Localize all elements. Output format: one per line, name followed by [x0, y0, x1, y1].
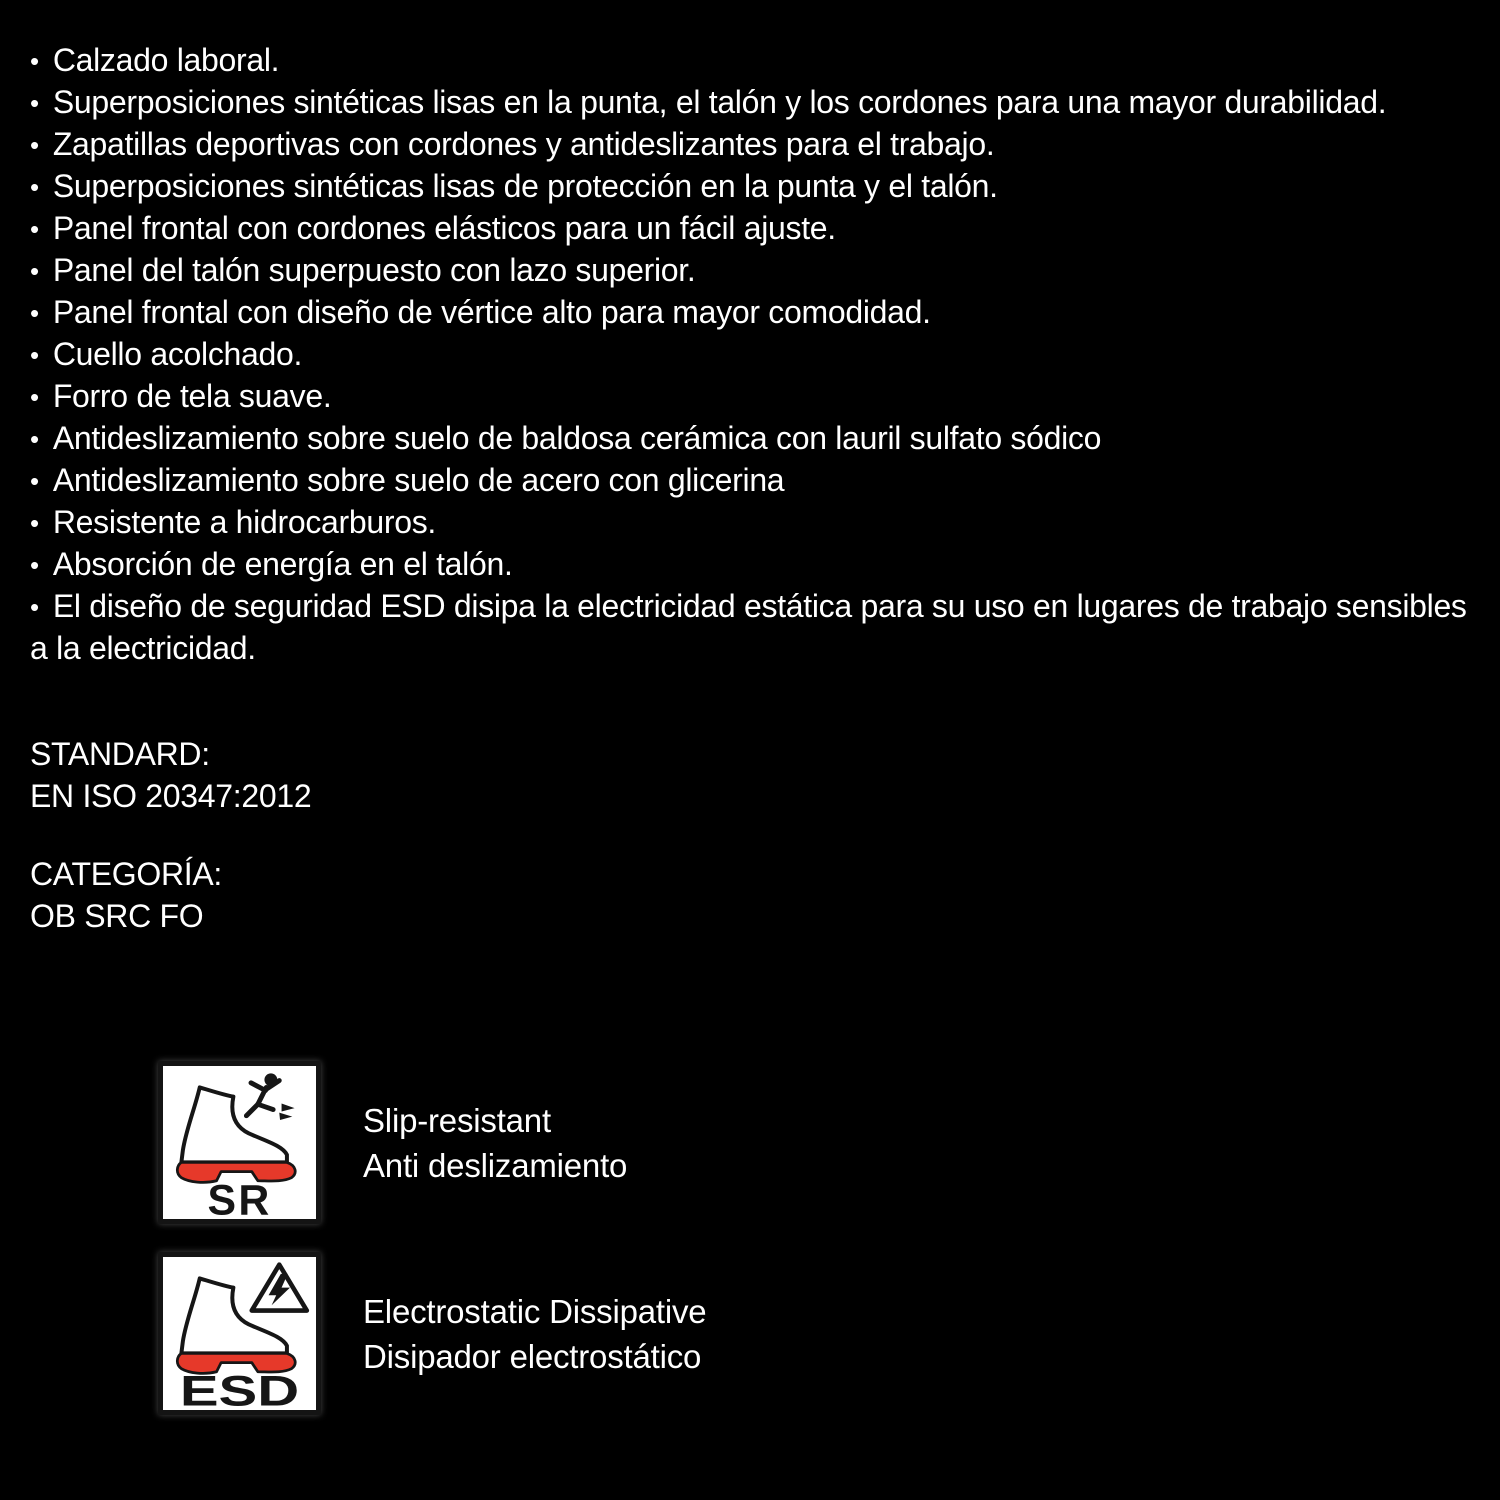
- bullet-icon: •: [30, 256, 39, 286]
- badge-caption: [363, 1098, 627, 1188]
- badge-title: Electrostatic Dissipative: [363, 1292, 707, 1330]
- badge-caption: [363, 1289, 706, 1379]
- slip-resistant-badge: [158, 1061, 321, 1224]
- certification-badges: [30, 1061, 1490, 1415]
- feature-text: Zapatillas deportivas con cordones y antideslizantes para el trabajo.: [52, 126, 995, 162]
- electrostatic-dissipative-boot-icon: [163, 1257, 316, 1410]
- badge-subtitle: Disipador electrostático: [363, 1337, 702, 1375]
- feature-item: [30, 124, 1490, 166]
- bullet-icon: •: [30, 172, 39, 202]
- bullet-icon: •: [30, 508, 39, 538]
- feature-text: Antideslizamiento sobre suelo de baldosa cerámica con lauril sulfato sódico: [52, 420, 1102, 456]
- bullet-icon: •: [30, 382, 39, 412]
- bullet-icon: •: [30, 298, 39, 328]
- feature-item: [30, 376, 1490, 418]
- badge-code-esd: ESD: [179, 1367, 300, 1410]
- bullet-icon: •: [30, 550, 39, 580]
- category-value: OB SRC FO: [30, 898, 204, 934]
- esd-badge: [158, 1252, 321, 1415]
- feature-text: Panel frontal con cordones elásticos para un fácil ajuste.: [52, 210, 836, 246]
- feature-text: Superposiciones sintéticas lisas de protección en la punta y el talón.: [52, 168, 998, 204]
- feature-item: [30, 250, 1490, 292]
- feature-item: [30, 418, 1490, 460]
- bullet-icon: •: [30, 88, 39, 118]
- electric-warning-triangle-icon: [252, 1265, 307, 1311]
- feature-item: [30, 208, 1490, 250]
- feature-item: [30, 502, 1490, 544]
- feature-item: [30, 334, 1490, 376]
- feature-text: Forro de tela suave.: [52, 378, 332, 414]
- badge-subtitle: Anti deslizamiento: [363, 1146, 628, 1184]
- boot-glyph: [177, 1087, 295, 1182]
- slipping-person-icon: [246, 1073, 279, 1115]
- standard-section: [30, 733, 1490, 817]
- bullet-icon: •: [30, 46, 39, 76]
- slip-resistant-boot-icon: [163, 1066, 316, 1219]
- feature-text: Cuello acolchado.: [52, 336, 303, 372]
- bullet-icon: •: [30, 340, 39, 370]
- feature-text: Panel frontal con diseño de vértice alto para mayor comodidad.: [52, 294, 931, 330]
- feature-item: [30, 166, 1490, 208]
- bullet-icon: •: [30, 592, 39, 622]
- category-section: [30, 853, 1490, 937]
- feature-item: [30, 460, 1490, 502]
- feature-item: [30, 544, 1490, 586]
- feature-item: [30, 586, 1490, 669]
- feature-text: Resistente a hidrocarburos.: [52, 504, 437, 540]
- feature-item: [30, 82, 1490, 124]
- bullet-icon: •: [30, 466, 39, 496]
- feature-item: [30, 292, 1490, 334]
- standard-label: STANDARD:: [30, 736, 210, 772]
- motion-marks: [279, 1103, 294, 1120]
- badge-row-esd: [158, 1252, 1490, 1415]
- bullet-icon: •: [30, 424, 39, 454]
- bullet-icon: •: [30, 130, 39, 160]
- feature-text: Antideslizamiento sobre suelo de acero con glicerina: [52, 462, 785, 498]
- feature-text: Panel del talón superpuesto con lazo superior.: [52, 252, 696, 288]
- feature-item: [30, 40, 1490, 82]
- bullet-icon: •: [30, 214, 39, 244]
- feature-text: El diseño de seguridad ESD disipa la electricidad estática para su uso en lugares de trabajo sensibles a la electricidad.: [30, 588, 1467, 666]
- feature-text: Superposiciones sintéticas lisas en la punta, el talón y los cordones para una mayor durabilidad.: [52, 84, 1387, 120]
- standard-value: EN ISO 20347:2012: [30, 778, 312, 814]
- feature-text: Calzado laboral.: [52, 42, 280, 78]
- feature-text: Absorción de energía en el talón.: [52, 546, 513, 582]
- category-label: CATEGORÍA:: [30, 856, 222, 892]
- badge-title: Slip-resistant: [363, 1101, 551, 1139]
- badge-row-slip-resistant: [158, 1061, 1490, 1224]
- feature-list: [30, 40, 1490, 669]
- badge-code-sr: SR: [207, 1176, 272, 1219]
